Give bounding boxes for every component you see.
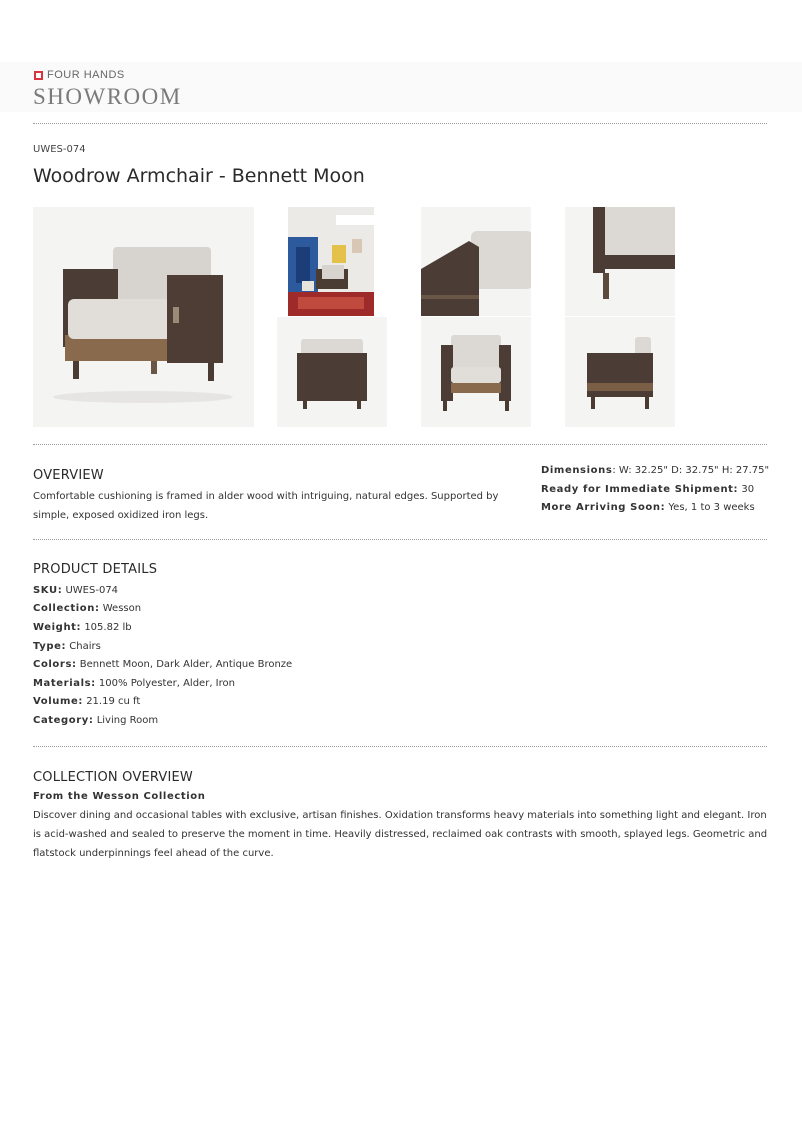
dimensions-label: Dimensions	[541, 465, 613, 476]
armchair-front-view	[421, 317, 531, 427]
detail-row	[33, 659, 292, 670]
brand-name: FOUR HANDS	[47, 69, 125, 81]
product-title: Woodrow Armchair - Bennett Moon	[33, 165, 365, 187]
collection-text: Discover dining and occasional tables with exclusive, artisan finishes. Oxidation transforms heavy materials into something light and elegant. Iron is acid-washed and sealed to preserve the moment in time. Heavily distressed, reclaimed oak contrasts with smooth, splayed legs. Geometric and flatstock underpinnings feel ahead of the curve.	[33, 810, 768, 859]
armchair-back-view	[277, 317, 387, 427]
detail-label: Volume:	[33, 696, 84, 707]
brand-row	[34, 69, 125, 81]
divider-overview	[33, 539, 767, 540]
dimensions-value: : W: 32.25" D: 32.75" H: 27.75"	[612, 465, 770, 476]
divider-details	[33, 746, 767, 747]
detail-label: Materials:	[33, 678, 96, 689]
divider-header	[33, 123, 767, 124]
overview-line-2: simple, exposed oxidized iron legs.	[33, 510, 209, 521]
detail-value: Chairs	[66, 641, 101, 652]
detail-label: Type:	[33, 641, 67, 652]
detail-value: Wesson	[99, 603, 142, 614]
detail-label: Colors:	[33, 659, 77, 670]
armchair-side-view	[565, 317, 675, 427]
spec-shipment	[541, 484, 754, 495]
collection-subheading: From the Wesson Collection	[33, 791, 206, 802]
detail-row	[33, 603, 141, 614]
details-heading: PRODUCT DETAILS	[33, 562, 158, 577]
collection-heading: COLLECTION OVERVIEW	[33, 770, 193, 785]
brand-logo-icon	[34, 71, 43, 80]
detail-row	[33, 585, 118, 596]
arriving-label: More Arriving Soon:	[541, 502, 666, 513]
detail-row	[33, 622, 132, 633]
detail-row	[33, 678, 235, 689]
detail-label: Category:	[33, 715, 94, 726]
detail-value: 21.19 cu ft	[83, 696, 141, 707]
spec-dimensions	[541, 465, 769, 476]
shipment-label: Ready for Immediate Shipment:	[541, 484, 739, 495]
armchair-room-scene	[288, 207, 374, 316]
detail-row	[33, 715, 158, 726]
showroom-wordmark: SHOWROOM	[33, 84, 182, 109]
detail-value: UWES-074	[62, 585, 119, 596]
armchair-main-view	[33, 207, 254, 427]
overview-line-1: Comfortable cushioning is framed in alder wood with intriguing, natural edges. Supported by	[33, 491, 499, 502]
detail-value: Bennett Moon, Dark Alder, Antique Bronze	[76, 659, 293, 670]
armchair-leg-closeup	[565, 207, 675, 316]
detail-value: 100% Polyester, Alder, Iron	[95, 678, 235, 689]
divider-gallery	[33, 444, 767, 445]
detail-label: SKU:	[33, 585, 63, 596]
shipment-value: 30	[738, 484, 755, 495]
detail-label: Weight:	[33, 622, 82, 633]
armchair-cushion-closeup	[421, 207, 531, 316]
detail-value: Living Room	[93, 715, 159, 726]
detail-row	[33, 641, 101, 652]
overview-heading: OVERVIEW	[33, 468, 104, 483]
arriving-value: Yes, 1 to 3 weeks	[665, 502, 755, 513]
spec-arriving	[541, 502, 755, 513]
product-sku: UWES-074	[33, 144, 86, 155]
detail-row	[33, 696, 140, 707]
detail-label: Collection:	[33, 603, 100, 614]
detail-value: 105.82 lb	[81, 622, 132, 633]
overview-text	[33, 487, 498, 525]
